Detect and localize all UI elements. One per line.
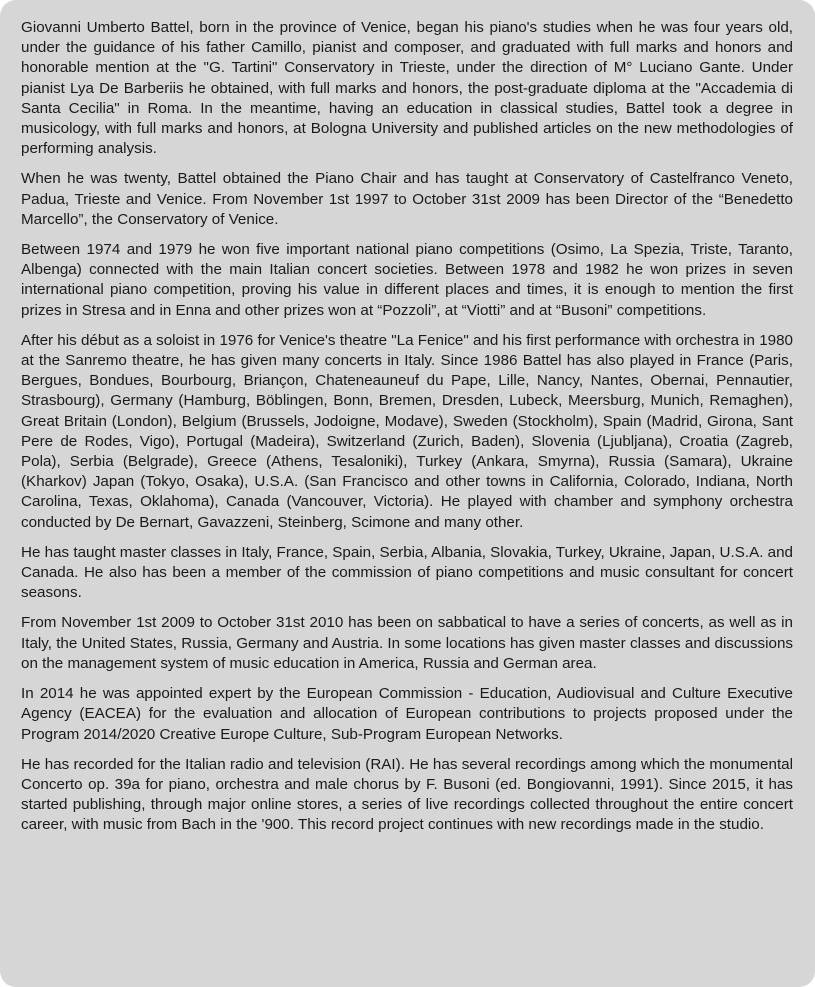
biography-paragraph-master-classes: He has taught master classes in Italy, France, Spain, Serbia, Albania, Slovakia, Turkey, Ukraine, Japan, U.S.A. and Canada. He also has been a member of the commission of piano competitions and music consultant for concert seasons. [21,543,793,602]
biography-paragraph-recordings: He has recorded for the Italian radio and television (RAI). He has several recordings among which the monumental Concerto op. 39a for piano, orchestra and male chorus by F. Busoni (ed. Bongiovanni, 1991). Since 2015, it has started publishing, through major online stores, a series of live recordings collected throughout the entire concert career, with music from Bach in the '900. This record project continues with new recordings made in the studio. [21,755,793,834]
biography-paragraph-teaching: When he was twenty, Battel obtained the Piano Chair and has taught at Conservatory of Castelfranco Veneto, Padua, Trieste and Venice. From November 1st 1997 to October 31st 2009 has been Director of the “Benedetto Marcello”, the Conservatory of Venice. [21,170,793,228]
biography-text [21,18,793,836]
biography-paragraph-competitions: Between 1974 and 1979 he won five important national piano competitions (Osimo, La Spezia, Triste, Taranto, Albenga) connected with the main Italian concert societies. Between 1978 and 1982 he won prizes in seven international piano competition, proving his value in different places and times, it is enough to mention the first prizes in Stresa and in Enna and other prizes won at “Pozzoli”, at “Viotti” and at “Busoni” competitions. [21,241,793,319]
biography-paragraph-sabbatical: From November 1st 2009 to October 31st 2010 has been on sabbatical to have a series of concerts, as well as in Italy, the United States, Russia, Germany and Austria. In some locations has given master classes and discussions on the management system of music education in America, Russia and German area. [21,614,793,672]
biography-paragraph-early-studies: Giovanni Umberto Battel, born in the province of Venice, began his piano's studies when he was four years old, under the guidance of his father Camillo, pianist and composer, and graduated with full marks and honors and honorable mention at the "G. Tartini" Conservatory in Trieste, under the direction of M° Luciano Gante. Under pianist Lya De Barberiis he obtained, with full marks and honors, the post-graduate diploma at the "Accademia di Santa Cecilia" in Roma. In the meantime, having an education in classical studies, Battel took a degree in musicology, with full marks and honors, at Bologna University and published articles on the new methodologies of performing analysis. [21,19,793,158]
biography-paragraph-eacea: In 2014 he was appointed expert by the European Commission - Education, Audiovisual and Culture Executive Agency (EACEA) for the evaluation and allocation of European contributions to projects proposed under the Program 2014/2020 Creative Europe Culture, Sub-Program European Networks. [21,685,793,743]
biography-paragraph-concerts: After his début as a soloist in 1976 for Venice's theatre "La Fenice" and his first performance with orchestra in 1980 at the Sanremo theatre, he has given many concerts in Italy. Since 1986 Battel has also played in France (Paris, Bergues, Bondues, Bourbourg, Briançon, Chateneauneuf du Pape, Lille, Nancy, Nantes, Obernai, Pennautier, Strasbourg), Germany (Hamburg, Böblingen, Bonn, Bremen, Dresden, Lubeck, Meersburg, Munich, Remaghen), Great Britain (London), Belgium (Brussels, Jodoigne, Modave), Sweden (Stockholm), Spain (Madrid, Girona, Sant Pere de Rodes, Vigo), Portugal (Madeira), Switzerland (Zurich, Baden), Slovenia (Ljubljana), Croatia (Zagreb, Pola), Serbia (Belgrade), Greece (Athens, Tesaloniki), Turkey (Ankara, Smyrna), Russia (Samara), Ukraine (Kharkov) Japan (Tokyo, Osaka), U.S.A. (San Francisco and other towns in California, Colorado, Indiana, North Carolina, Texas, Oklahoma), Canada (Vancouver, Victoria). He played with chamber and symphony orchestra conducted by De Bernart, Gavazzeni, Steinberg, Scimone and many other. [21,331,793,531]
